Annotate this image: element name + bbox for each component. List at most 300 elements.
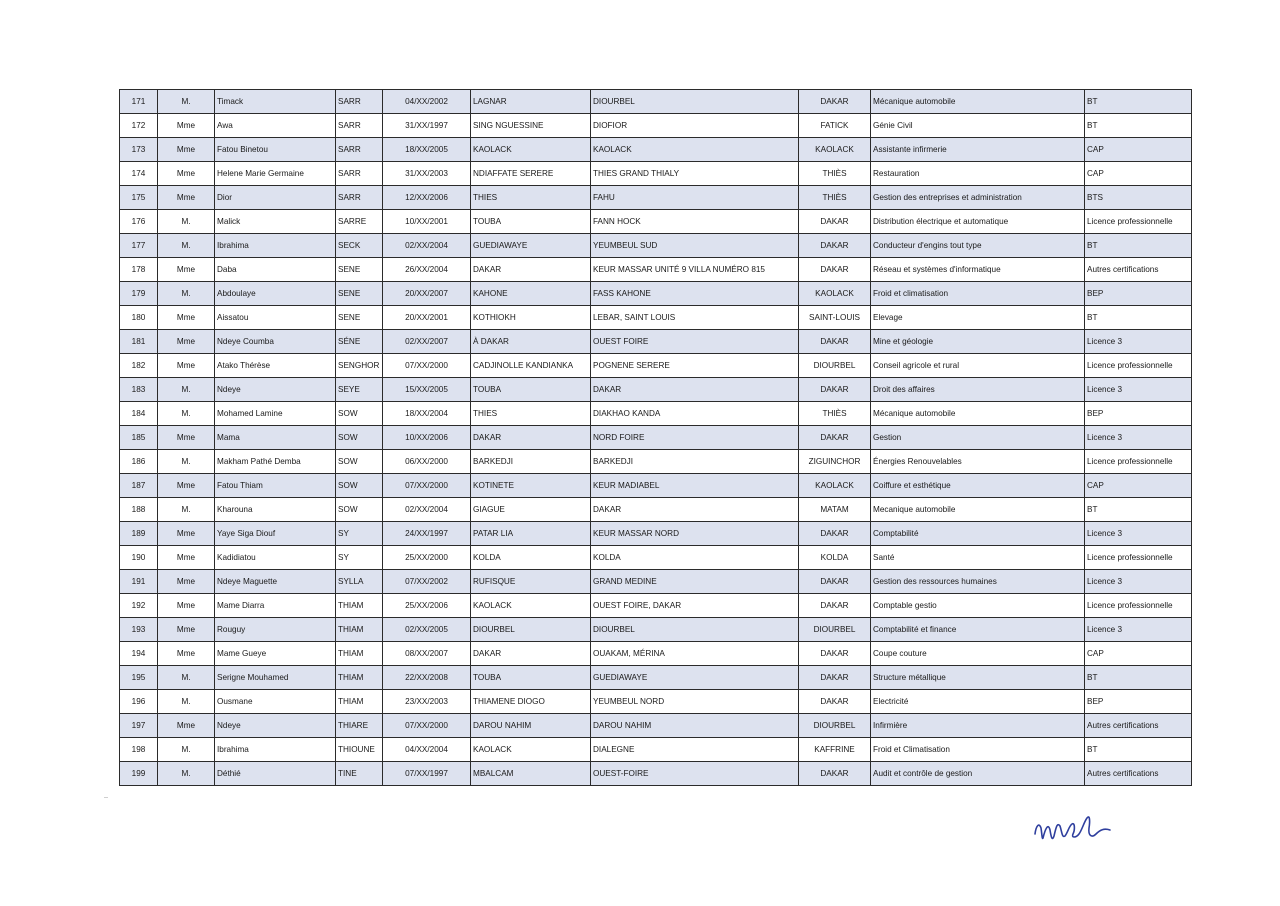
cell-birth-place: TOUBA (471, 210, 591, 234)
cell-birth-date: 25/XX/2006 (383, 594, 471, 618)
cell-region: THIÈS (799, 402, 871, 426)
cell-diploma: Licence professionnelle (1085, 450, 1192, 474)
cell-birth-place: BARKEDJI (471, 450, 591, 474)
cell-region: MATAM (799, 498, 871, 522)
cell-last-name: SOW (336, 426, 383, 450)
cell-field: Audit et contrôle de gestion (871, 762, 1085, 786)
cell-birth-date: 18/XX/2005 (383, 138, 471, 162)
cell-field: Mécanique automobile (871, 90, 1085, 114)
cell-title: Mme (158, 642, 215, 666)
cell-region: DAKAR (799, 210, 871, 234)
cell-address: GUEDIAWAYE (591, 666, 799, 690)
cell-address: DIALEGNE (591, 738, 799, 762)
cell-first-name: Mame Diarra (215, 594, 336, 618)
cell-birth-date: 26/XX/2004 (383, 258, 471, 282)
cell-title: Mme (158, 714, 215, 738)
table-row (120, 330, 1192, 354)
cell-last-name: SARR (336, 90, 383, 114)
cell-birth-date: 12/XX/2006 (383, 186, 471, 210)
cell-title: Mme (158, 306, 215, 330)
cell-field: Structure métallique (871, 666, 1085, 690)
table-row (120, 282, 1192, 306)
cell-title: M. (158, 690, 215, 714)
participants-table (119, 89, 1192, 786)
cell-field: Electricité (871, 690, 1085, 714)
cell-birth-place: DAKAR (471, 258, 591, 282)
cell-first-name: Fatou Thiam (215, 474, 336, 498)
cell-number: 179 (120, 282, 158, 306)
cell-last-name: THIAM (336, 666, 383, 690)
cell-title: M. (158, 666, 215, 690)
cell-field: Froid et Climatisation (871, 738, 1085, 762)
cell-field: Énergies Renouvelables (871, 450, 1085, 474)
cell-address: OUEST FOIRE, DAKAR (591, 594, 799, 618)
cell-first-name: Abdoulaye (215, 282, 336, 306)
cell-birth-date: 18/XX/2004 (383, 402, 471, 426)
cell-region: KOLDA (799, 546, 871, 570)
cell-diploma: Licence 3 (1085, 426, 1192, 450)
cell-field: Comptable gestio (871, 594, 1085, 618)
cell-address: OUAKAM, MÉRINA (591, 642, 799, 666)
cell-birth-date: 02/XX/2005 (383, 618, 471, 642)
cell-diploma: CAP (1085, 162, 1192, 186)
cell-address: OUEST FOIRE (591, 330, 799, 354)
table-row (120, 690, 1192, 714)
cell-first-name: Fatou Binetou (215, 138, 336, 162)
cell-field: Froid et climatisation (871, 282, 1085, 306)
cell-title: Mme (158, 474, 215, 498)
cell-region: KAOLACK (799, 474, 871, 498)
cell-field: Conseil agricole et rural (871, 354, 1085, 378)
cell-first-name: Ibrahima (215, 234, 336, 258)
cell-diploma: BT (1085, 114, 1192, 138)
table-row (120, 642, 1192, 666)
cell-first-name: Daba (215, 258, 336, 282)
cell-region: DAKAR (799, 330, 871, 354)
cell-birth-place: TOUBA (471, 666, 591, 690)
cell-number: 188 (120, 498, 158, 522)
cell-last-name: THIAM (336, 618, 383, 642)
cell-address: DAKAR (591, 378, 799, 402)
table-row (120, 618, 1192, 642)
cell-number: 175 (120, 186, 158, 210)
cell-birth-place: PATAR LIA (471, 522, 591, 546)
cell-first-name: Serigne Mouhamed (215, 666, 336, 690)
cell-birth-date: 10/XX/2001 (383, 210, 471, 234)
cell-birth-place: THIAMENE DIOGO (471, 690, 591, 714)
cell-birth-date: 07/XX/2000 (383, 714, 471, 738)
cell-title: Mme (158, 354, 215, 378)
cell-number: 177 (120, 234, 158, 258)
cell-field: Mécanique automobile (871, 402, 1085, 426)
table-row (120, 522, 1192, 546)
cell-number: 182 (120, 354, 158, 378)
cell-number: 186 (120, 450, 158, 474)
cell-number: 189 (120, 522, 158, 546)
cell-title: Mme (158, 594, 215, 618)
cell-birth-place: THIES (471, 186, 591, 210)
cell-field: Mecanique automobile (871, 498, 1085, 522)
cell-title: Mme (158, 138, 215, 162)
cell-first-name: Mama (215, 426, 336, 450)
cell-region: SAINT-LOUIS (799, 306, 871, 330)
cell-diploma: Licence 3 (1085, 378, 1192, 402)
cell-birth-date: 20/XX/2001 (383, 306, 471, 330)
cell-first-name: Helene Marie Germaine (215, 162, 336, 186)
cell-title: M. (158, 234, 215, 258)
cell-birth-date: 24/XX/1997 (383, 522, 471, 546)
cell-address: KOLDA (591, 546, 799, 570)
cell-field: Gestion des entreprises et administration (871, 186, 1085, 210)
cell-title: Mme (158, 330, 215, 354)
cell-address: DIOFIOR (591, 114, 799, 138)
cell-address: FASS KAHONE (591, 282, 799, 306)
table-body (120, 90, 1192, 786)
cell-address: NORD FOIRE (591, 426, 799, 450)
cell-birth-place: DAROU NAHIM (471, 714, 591, 738)
cell-number: 172 (120, 114, 158, 138)
cell-birth-place: KAOLACK (471, 738, 591, 762)
cell-last-name: SYLLA (336, 570, 383, 594)
cell-first-name: Ndeye Maguette (215, 570, 336, 594)
cell-birth-place: KAHONE (471, 282, 591, 306)
table-row (120, 426, 1192, 450)
cell-region: DAKAR (799, 762, 871, 786)
cell-last-name: SECK (336, 234, 383, 258)
cell-birth-date: 31/XX/2003 (383, 162, 471, 186)
cell-number: 183 (120, 378, 158, 402)
cell-address: FANN HOCK (591, 210, 799, 234)
cell-birth-place: GUEDIAWAYE (471, 234, 591, 258)
cell-number: 195 (120, 666, 158, 690)
cell-diploma: Autres certifications (1085, 714, 1192, 738)
cell-field: Restauration (871, 162, 1085, 186)
cell-first-name: Ndeye Coumba (215, 330, 336, 354)
cell-diploma: BEP (1085, 690, 1192, 714)
cell-field: Gestion (871, 426, 1085, 450)
cell-diploma: Autres certifications (1085, 762, 1192, 786)
cell-number: 194 (120, 642, 158, 666)
cell-address: FAHU (591, 186, 799, 210)
cell-address: KAOLACK (591, 138, 799, 162)
cell-region: THIÈS (799, 186, 871, 210)
cell-field: Infirmière (871, 714, 1085, 738)
table-row (120, 210, 1192, 234)
cell-number: 193 (120, 618, 158, 642)
table-row (120, 498, 1192, 522)
cell-birth-date: 02/XX/2007 (383, 330, 471, 354)
table-row (120, 738, 1192, 762)
cell-number: 174 (120, 162, 158, 186)
cell-diploma: BT (1085, 498, 1192, 522)
table-row (120, 90, 1192, 114)
cell-field: Droit des affaires (871, 378, 1085, 402)
cell-number: 190 (120, 546, 158, 570)
cell-birth-place: MBALCAM (471, 762, 591, 786)
cell-title: Mme (158, 114, 215, 138)
cell-number: 184 (120, 402, 158, 426)
cell-title: M. (158, 498, 215, 522)
cell-field: Gestion des ressources humaines (871, 570, 1085, 594)
cell-field: Santé (871, 546, 1085, 570)
cell-address: YEUMBEUL SUD (591, 234, 799, 258)
table-row (120, 594, 1192, 618)
cell-birth-date: 06/XX/2000 (383, 450, 471, 474)
cell-number: 199 (120, 762, 158, 786)
cell-number: 180 (120, 306, 158, 330)
cell-number: 191 (120, 570, 158, 594)
cell-birth-date: 31/XX/1997 (383, 114, 471, 138)
cell-birth-date: 07/XX/2002 (383, 570, 471, 594)
cell-last-name: THIAM (336, 594, 383, 618)
cell-diploma: Licence 3 (1085, 570, 1192, 594)
cell-title: M. (158, 402, 215, 426)
cell-field: Elevage (871, 306, 1085, 330)
cell-region: DIOURBEL (799, 354, 871, 378)
cell-diploma: Licence 3 (1085, 618, 1192, 642)
cell-region: DAKAR (799, 690, 871, 714)
cell-region: DIOURBEL (799, 714, 871, 738)
table-row (120, 714, 1192, 738)
cell-last-name: SENE (336, 282, 383, 306)
cell-region: DAKAR (799, 234, 871, 258)
table-row (120, 138, 1192, 162)
cell-birth-date: 22/XX/2008 (383, 666, 471, 690)
cell-address: POGNENE SERERE (591, 354, 799, 378)
cell-first-name: Kadidiatou (215, 546, 336, 570)
cell-birth-date: 07/XX/2000 (383, 474, 471, 498)
cell-title: Mme (158, 258, 215, 282)
cell-number: 171 (120, 90, 158, 114)
cell-region: DIOURBEL (799, 618, 871, 642)
signature (1032, 808, 1116, 852)
cell-region: DAKAR (799, 90, 871, 114)
cell-last-name: SÉNE (336, 330, 383, 354)
cell-last-name: SARRE (336, 210, 383, 234)
cell-number: 173 (120, 138, 158, 162)
cell-number: 181 (120, 330, 158, 354)
cell-birth-date: 07/XX/1997 (383, 762, 471, 786)
cell-first-name: Ibrahima (215, 738, 336, 762)
cell-diploma: Autres certifications (1085, 258, 1192, 282)
cell-last-name: THIOUNE (336, 738, 383, 762)
cell-diploma: BEP (1085, 282, 1192, 306)
table-row (120, 354, 1192, 378)
cell-number: 192 (120, 594, 158, 618)
cell-first-name: Mohamed Lamine (215, 402, 336, 426)
table-row (120, 450, 1192, 474)
table-row (120, 258, 1192, 282)
cell-number: 185 (120, 426, 158, 450)
cell-address: OUEST-FOIRE (591, 762, 799, 786)
cell-diploma: BT (1085, 90, 1192, 114)
cell-title: Mme (158, 546, 215, 570)
cell-last-name: TINE (336, 762, 383, 786)
cell-diploma: BT (1085, 666, 1192, 690)
cell-number: 197 (120, 714, 158, 738)
cell-diploma: CAP (1085, 138, 1192, 162)
cell-address: KEUR MASSAR NORD (591, 522, 799, 546)
cell-diploma: BT (1085, 306, 1192, 330)
cell-last-name: SENE (336, 306, 383, 330)
cell-diploma: CAP (1085, 474, 1192, 498)
cell-last-name: SENGHOR (336, 354, 383, 378)
cell-birth-place: DAKAR (471, 426, 591, 450)
cell-field: Génie Civil (871, 114, 1085, 138)
cell-title: Mme (158, 570, 215, 594)
table-row (120, 402, 1192, 426)
table-row (120, 378, 1192, 402)
cell-region: ZIGUINCHOR (799, 450, 871, 474)
cell-first-name: Aissatou (215, 306, 336, 330)
cell-field: Réseau et systèmes d'informatique (871, 258, 1085, 282)
cell-birth-place: LAGNAR (471, 90, 591, 114)
cell-last-name: SY (336, 522, 383, 546)
cell-region: DAKAR (799, 570, 871, 594)
cell-first-name: Ndeye (215, 714, 336, 738)
cell-title: Mme (158, 618, 215, 642)
cell-last-name: SY (336, 546, 383, 570)
cell-field: Comptabilité et finance (871, 618, 1085, 642)
cell-address: DIAKHAO KANDA (591, 402, 799, 426)
cell-diploma: BEP (1085, 402, 1192, 426)
cell-address: LEBAR, SAINT LOUIS (591, 306, 799, 330)
cell-region: DAKAR (799, 522, 871, 546)
cell-region: DAKAR (799, 666, 871, 690)
cell-number: 196 (120, 690, 158, 714)
cell-field: Distribution électrique et automatique (871, 210, 1085, 234)
cell-first-name: Yaye Siga Diouf (215, 522, 336, 546)
cell-title: Mme (158, 426, 215, 450)
cell-title: Mme (158, 162, 215, 186)
cell-address: BARKEDJI (591, 450, 799, 474)
cell-field: Mine et géologie (871, 330, 1085, 354)
cell-title: Mme (158, 186, 215, 210)
cell-birth-date: 25/XX/2000 (383, 546, 471, 570)
cell-diploma: BT (1085, 234, 1192, 258)
cell-last-name: THIAM (336, 642, 383, 666)
cell-region: DAKAR (799, 594, 871, 618)
cell-address: KEUR MASSAR UNITÉ 9 VILLA NUMÉRO 815 (591, 258, 799, 282)
cell-number: 187 (120, 474, 158, 498)
cell-birth-date: 02/XX/2004 (383, 234, 471, 258)
cell-region: KAFFRINE (799, 738, 871, 762)
cell-address: DIOURBEL (591, 90, 799, 114)
cell-title: Mme (158, 522, 215, 546)
cell-field: Coiffure et esthétique (871, 474, 1085, 498)
cell-title: M. (158, 90, 215, 114)
cell-birth-place: CADJINOLLE KANDIANKA (471, 354, 591, 378)
cell-field: Comptabilité (871, 522, 1085, 546)
cell-birth-place: KAOLACK (471, 138, 591, 162)
cell-region: DAKAR (799, 426, 871, 450)
table-row (120, 162, 1192, 186)
table-row (120, 474, 1192, 498)
cell-last-name: THIAM (336, 690, 383, 714)
cell-last-name: SOW (336, 450, 383, 474)
cell-first-name: Ousmane (215, 690, 336, 714)
cell-birth-place: DIOURBEL (471, 618, 591, 642)
cell-address: DAKAR (591, 498, 799, 522)
cell-birth-place: KOTINETE (471, 474, 591, 498)
cell-first-name: Mame Gueye (215, 642, 336, 666)
table-row (120, 114, 1192, 138)
cell-region: KAOLACK (799, 282, 871, 306)
cell-last-name: SARR (336, 114, 383, 138)
cell-diploma: Licence 3 (1085, 522, 1192, 546)
cell-title: M. (158, 450, 215, 474)
cell-birth-place: SING NGUESSINE (471, 114, 591, 138)
cell-birth-place: À DAKAR (471, 330, 591, 354)
cell-address: DAROU NAHIM (591, 714, 799, 738)
cell-title: M. (158, 378, 215, 402)
cell-first-name: Awa (215, 114, 336, 138)
cell-last-name: SEYE (336, 378, 383, 402)
cell-title: M. (158, 210, 215, 234)
cell-birth-date: 04/XX/2002 (383, 90, 471, 114)
cell-first-name: Ndeye (215, 378, 336, 402)
cell-birth-place: KAOLACK (471, 594, 591, 618)
cell-diploma: Licence professionnelle (1085, 354, 1192, 378)
cell-last-name: SOW (336, 498, 383, 522)
cell-birth-date: 02/XX/2004 (383, 498, 471, 522)
table-row (120, 666, 1192, 690)
cell-number: 198 (120, 738, 158, 762)
cell-birth-date: 04/XX/2004 (383, 738, 471, 762)
cell-last-name: SOW (336, 474, 383, 498)
cell-last-name: SARR (336, 138, 383, 162)
cell-birth-place: THIES (471, 402, 591, 426)
cell-last-name: SARR (336, 162, 383, 186)
cell-region: FATICK (799, 114, 871, 138)
cell-first-name: Rouguy (215, 618, 336, 642)
cell-address: THIES GRAND THIALY (591, 162, 799, 186)
table-row (120, 546, 1192, 570)
cell-first-name: Dior (215, 186, 336, 210)
cell-birth-place: DAKAR (471, 642, 591, 666)
cell-birth-place: NDIAFFATE SERERE (471, 162, 591, 186)
cell-birth-place: KOTHIOKH (471, 306, 591, 330)
cell-address: GRAND MEDINE (591, 570, 799, 594)
cell-birth-place: KOLDA (471, 546, 591, 570)
cell-birth-date: 10/XX/2006 (383, 426, 471, 450)
cell-first-name: Makham Pathé Demba (215, 450, 336, 474)
cell-birth-place: GIAGUE (471, 498, 591, 522)
cell-first-name: Déthié (215, 762, 336, 786)
cell-field: Coupe couture (871, 642, 1085, 666)
cell-first-name: Malick (215, 210, 336, 234)
cell-first-name: Kharouna (215, 498, 336, 522)
table-row (120, 762, 1192, 786)
cell-region: THIÈS (799, 162, 871, 186)
cell-title: M. (158, 282, 215, 306)
cell-first-name: Timack (215, 90, 336, 114)
cell-title: M. (158, 762, 215, 786)
cell-address: DIOURBEL (591, 618, 799, 642)
cell-region: DAKAR (799, 378, 871, 402)
cell-diploma: BTS (1085, 186, 1192, 210)
scan-mark (104, 797, 108, 798)
cell-birth-date: 15/XX/2005 (383, 378, 471, 402)
table-row (120, 306, 1192, 330)
cell-region: DAKAR (799, 258, 871, 282)
cell-title: M. (158, 738, 215, 762)
cell-birth-date: 08/XX/2007 (383, 642, 471, 666)
cell-last-name: THIARE (336, 714, 383, 738)
cell-field: Conducteur d'engins tout type (871, 234, 1085, 258)
cell-number: 176 (120, 210, 158, 234)
cell-birth-place: RUFISQUE (471, 570, 591, 594)
